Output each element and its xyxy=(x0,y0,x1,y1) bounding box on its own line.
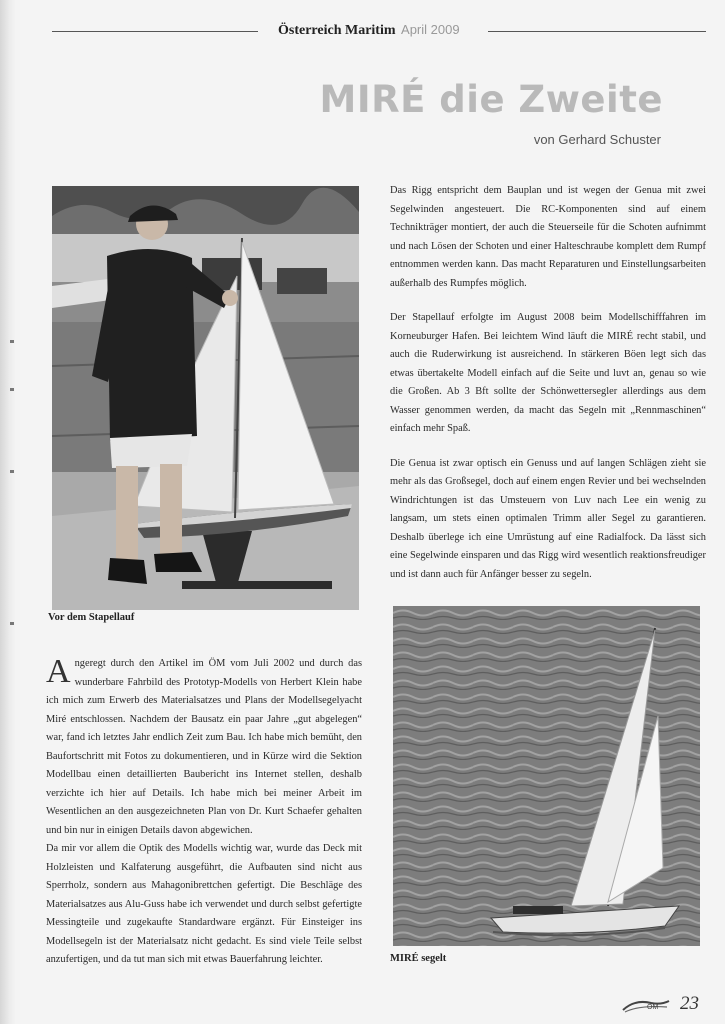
logo-text: ÖM xyxy=(647,1004,659,1011)
paragraph: Die Genua ist zwar optisch ein Genuss und auf langen Schlägen zieht sie mehr als das Großsegel, doch auf einem engen Revier und bei wechselnden Windrichtungen ist das Umsteuern von Luv nach Lee ein wenig zu langsam, um stets einen optimalen Trimm aller Segel zu garantieren. Deshalb überlege ich eine Umrüstung auf eine Radialfock. Da lässt sich eine Segelwinde einsparen und das Rigg wird wesentlich reaktionsfreudiger und ist dann auch für Anfänger besser zu segeln. xyxy=(390,457,706,580)
magazine-logo xyxy=(621,997,671,1018)
wave-logo-icon xyxy=(621,997,671,1013)
right-text-column xyxy=(390,182,706,600)
photo-caption-sailing: MIRÉ segelt xyxy=(390,953,447,964)
publication-name: Österreich Maritim xyxy=(278,23,396,38)
issue-date: April 2009 xyxy=(401,22,460,37)
paragraph: Das Rigg entspricht dem Bauplan und ist wegen der Genua mit zwei Segelwinden angesteuert. Die RC-Komponenten sind auf einem Technikträger montiert, der auch die Steuerseile für die Schoten aufnimmt und nach Lösen der Schoten und einer Halteschraube komplett dem Rumpf entnommen werden kann. Das macht Reparaturen und Einstellungsarbeiten außerhalb des Rumpfes möglich. xyxy=(390,185,706,289)
header-rule-left xyxy=(52,31,258,32)
photo-mire-sailing xyxy=(393,606,700,946)
page-number: 23 xyxy=(680,993,699,1014)
running-header xyxy=(278,22,460,39)
intro-text: ngeregt durch den Artikel im ÖM vom Juli 2002 und durch das wunderbare Fahrbild des Prototyp-Modells von Herbert Klein habe ich mich zum Erwerb des Materialsatzes und Plans der Modellsegelyacht Miré entschlossen. Nachdem der Bausatz ein paar Jahre „gut abgelegen“ war, fand ich letztes Jahr endlich Zeit zum Bau. Ich habe mich bemüht, den Baufortschritt mit Fotos zu dokumentieren, und in Kürze wird die Sektion Modellbau einen detaillierten Baubericht ins Internet stellen, deshalb verzichte ich hier auf Details. Ich habe mich bei meiner Arbeit im Wesentlichen an den ausgezeichneten Plan von Dr. Kurt Schaefer gehalten und bin nur in einigen Details davon abgewichen. xyxy=(46,658,362,836)
article-title: MIRÉ die Zweite xyxy=(319,78,663,121)
photo-before-launch xyxy=(52,186,359,610)
paragraph: Da mir vor allem die Optik des Modells wichtig war, wurde das Deck mit Holzleisten und Kalfaterung ausgeführt, die Aufbauten sind nicht aus Sperrholz, sondern aus Mahagonibrettchen gefertigt. Die Beschläge des Materialsatzes aus Alu-Guss habe ich verwendet und durch selbst gefertigte Messingteile und zugekaufte Standardware ergänzt. Für Einsteiger ins Modellsegeln ist der Materialsatz nicht gedacht. Es sind viele Teile selbst anzufertigen, und da tut man sich mit etwas Bauerfahrung leichter. xyxy=(46,843,362,965)
intro-paragraph xyxy=(46,655,362,840)
drop-cap: A xyxy=(46,653,71,690)
left-text-column xyxy=(46,655,362,970)
photo-sailing-yacht-image xyxy=(393,606,700,946)
article-author: von Gerhard Schuster xyxy=(533,132,661,147)
binding-mark xyxy=(10,388,14,391)
photo-caption-before-launch: Vor dem Stapellauf xyxy=(48,612,135,623)
binding-mark xyxy=(10,340,14,343)
photo-man-with-yacht-image xyxy=(52,186,359,610)
binding-mark xyxy=(10,470,14,473)
binding-mark xyxy=(10,622,14,625)
page-binding-shadow xyxy=(0,0,16,1024)
paragraph: Der Stapellauf erfolgte im August 2008 beim Modellschifffahren im Korneuburger Hafen. Bei leichtem Wind läuft die MIRÉ recht stabil, und auch die Ruderwirkung ist ausreichend. In stärkeren Böen legt sich das etwas übertakelte Modell einfach auf die Seite und luvt an, genau so wie die Großen. Ab 3 Bft sollte der Schönwettersegler allerdings aus dem Wasser genommen werden, da macht das Segeln mit „Rennmaschinen“ einfach mehr Spaß. xyxy=(390,312,706,434)
header-rule-right xyxy=(488,31,706,32)
